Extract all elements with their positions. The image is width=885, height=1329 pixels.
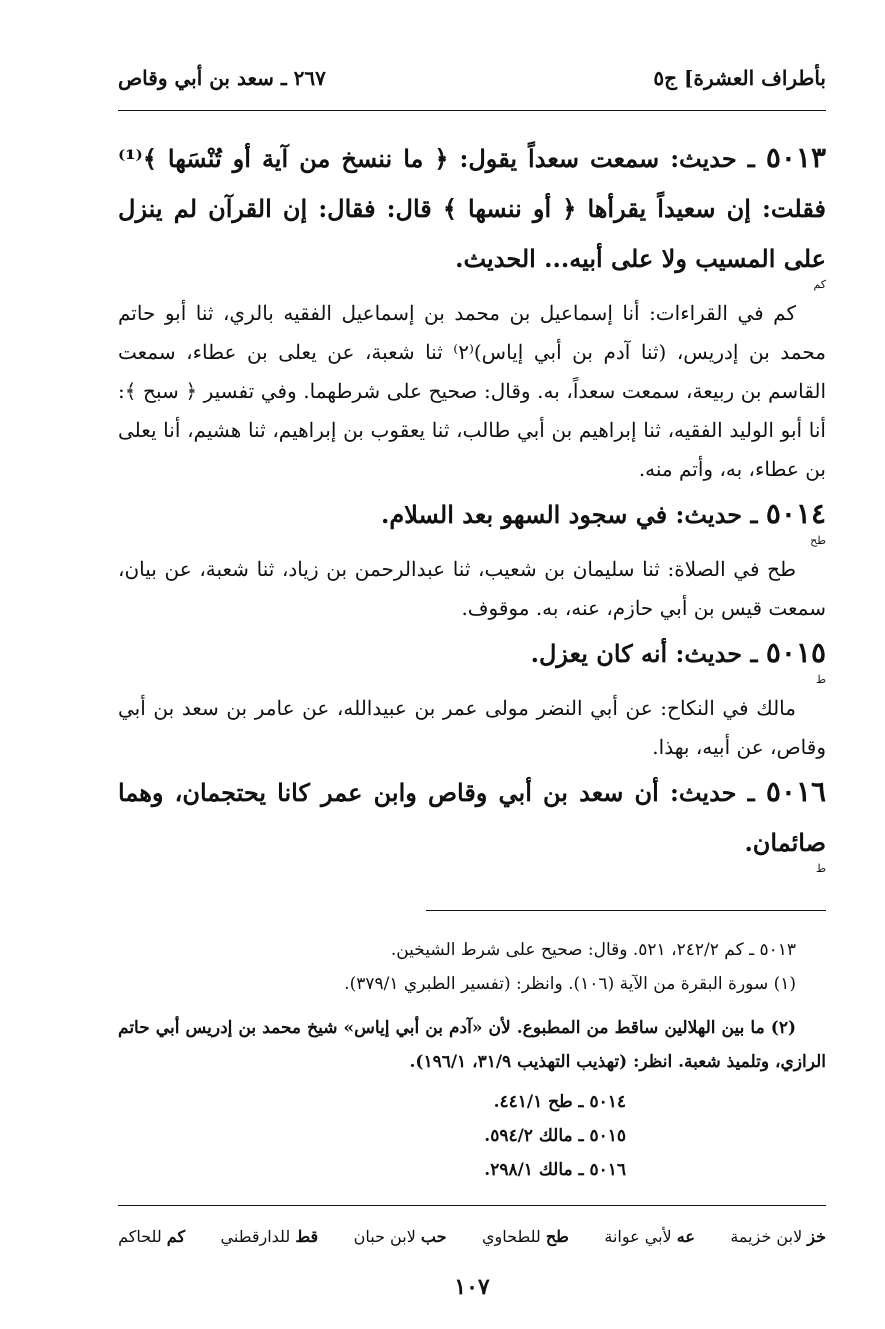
legend-abbr: طح bbox=[545, 1227, 569, 1246]
footnote-2: (٢) ما بين الهلالين ساقط من المطبوع. لأن «آدم بن أبي إياس» شيخ محمد بن إدريس أبي حاتم الرازي، وتلميذ شعبة. انظر: (تهذيب التهذيب ٣١/٩، ١٩٦/١). bbox=[118, 1018, 826, 1072]
entry-heading-text: ـ حديث: أنه كان يعزل. bbox=[530, 639, 758, 668]
header-chapter-title: ٢٦٧ ـ سعد بن أبي وقاص bbox=[118, 66, 326, 90]
entry-heading bbox=[118, 767, 826, 874]
entry-body: طح في الصلاة: ثنا سليمان بن شعيب، ثنا عبدالرحمن بن زياد، ثنا شعبة، عن بيان، سمعت قيس بن أبي حازم، عنه، به. موقوف. bbox=[118, 557, 826, 620]
footnote-ref: ٥٠١٥ ـ مالك ٥٩٤/٢. bbox=[484, 1126, 626, 1146]
legend-name: للحاكم bbox=[118, 1227, 162, 1246]
entry-5013 bbox=[118, 133, 826, 489]
entry-sigla: كم bbox=[813, 278, 826, 291]
entry-heading-text: ـ حديث: في سجود السهو بعد السلام. bbox=[380, 500, 758, 529]
entry-number: ٥٠١٤ bbox=[765, 497, 826, 530]
entry-5015 bbox=[118, 628, 826, 767]
running-header bbox=[118, 56, 826, 100]
legend-abbr: عه bbox=[676, 1227, 695, 1246]
legend-item bbox=[482, 1222, 569, 1252]
entry-5014 bbox=[118, 489, 826, 628]
legend-name: لأبي عوانة bbox=[604, 1227, 672, 1246]
entry-body: كم في القراءات: أنا إسماعيل بن محمد بن إسماعيل الفقيه بالري، ثنا أبو حاتم محمد بن إدريس، (ثنا آدم بن أبي إياس)⁽٢⁾ ثنا شعبة، عن يعلى بن عطاء، سمعت القاسم بن ربيعة، سمعت سعداً، به. وقال: صحيح على شرطهما. وفي تفسير ﴿ سبح ﴾: أنا أبو الوليد الفقيه، ثنا إبراهيم بن أبي طالب، ثنا يعقوب بن إبراهيم، ثنا هشيم، أنا يعلى بن عطاء، به، وأتم منه. bbox=[118, 301, 826, 481]
legend-name: لابن حبان bbox=[353, 1227, 416, 1246]
footnote-1: (١) سورة البقرة من الآية (١٠٦). وانظر: (تفسير الطبري ٣٧٩/١). bbox=[344, 974, 796, 994]
header-divider bbox=[118, 110, 826, 111]
book-page bbox=[118, 56, 827, 1300]
page-number: ١٠٧ bbox=[454, 1274, 490, 1300]
entry-sigla: ط bbox=[815, 862, 826, 875]
legend-item bbox=[730, 1222, 826, 1252]
entry-number: ٥٠١٥ bbox=[765, 636, 826, 669]
entry-heading bbox=[118, 628, 826, 685]
footnote-main-ref: ٥٠١٣ ـ كم ٢٤٢/٢، ٥٢١. وقال: صحيح على شرط الشيخين. bbox=[390, 940, 796, 960]
legend-item bbox=[221, 1222, 319, 1252]
entry-number: ٥٠١٦ bbox=[765, 775, 827, 808]
legend-abbr: حب bbox=[420, 1227, 447, 1246]
legend-item bbox=[604, 1222, 695, 1252]
entry-heading bbox=[118, 133, 826, 290]
abbreviation-legend bbox=[118, 1222, 826, 1252]
entry-sigla: ط bbox=[815, 673, 826, 686]
entry-sigla: طح bbox=[810, 534, 826, 547]
entry-heading-text: ـ حديث: سمعت سعداً يقول: ﴿ ما ننسخ من آية أو تُنْسَها ﴾⁽¹⁾ فقلت: إن سعيداً يقرأها ﴿ أو ننسها ﴾ قال: فقال: إن القرآن لم ينزل على المسيب ولا على أبيه... الحديث. bbox=[118, 144, 826, 273]
entry-5016 bbox=[118, 767, 826, 874]
legend-abbr: خز bbox=[807, 1227, 826, 1246]
legend-name: لابن خزيمة bbox=[730, 1227, 803, 1246]
header-book-title: بأطراف العشرة] ج٥ bbox=[653, 66, 826, 90]
entry-number: ٥٠١٣ bbox=[765, 141, 826, 174]
legend-item bbox=[354, 1222, 447, 1252]
legend-item bbox=[118, 1222, 185, 1252]
entry-body: مالك في النكاح: عن أبي النضر مولى عمر بن عبيدالله، عن عامر بن سعد بن أبي وقاص، عن أبيه، بهذا. bbox=[118, 696, 826, 759]
entry-heading-text: ـ حديث: أن سعد بن أبي وقاص وابن عمر كانا يحتجمان، وهما صائمان. bbox=[118, 778, 826, 857]
legend-name: للطحاوي bbox=[481, 1227, 541, 1246]
legend-name: للدارقطني bbox=[220, 1227, 291, 1246]
footnotes bbox=[118, 933, 826, 1187]
main-text bbox=[118, 133, 826, 874]
footnote-ref: ٥٠١٤ ـ طح ٤٤١/١. bbox=[493, 1092, 626, 1112]
footnote-divider bbox=[426, 910, 826, 911]
legend-abbr: كم bbox=[166, 1227, 186, 1246]
legend-divider bbox=[118, 1205, 826, 1206]
legend-abbr: قط bbox=[295, 1227, 319, 1246]
footnote-ref: ٥٠١٦ ـ مالك ٢٩٨/١. bbox=[484, 1160, 626, 1180]
entry-heading bbox=[118, 489, 826, 546]
